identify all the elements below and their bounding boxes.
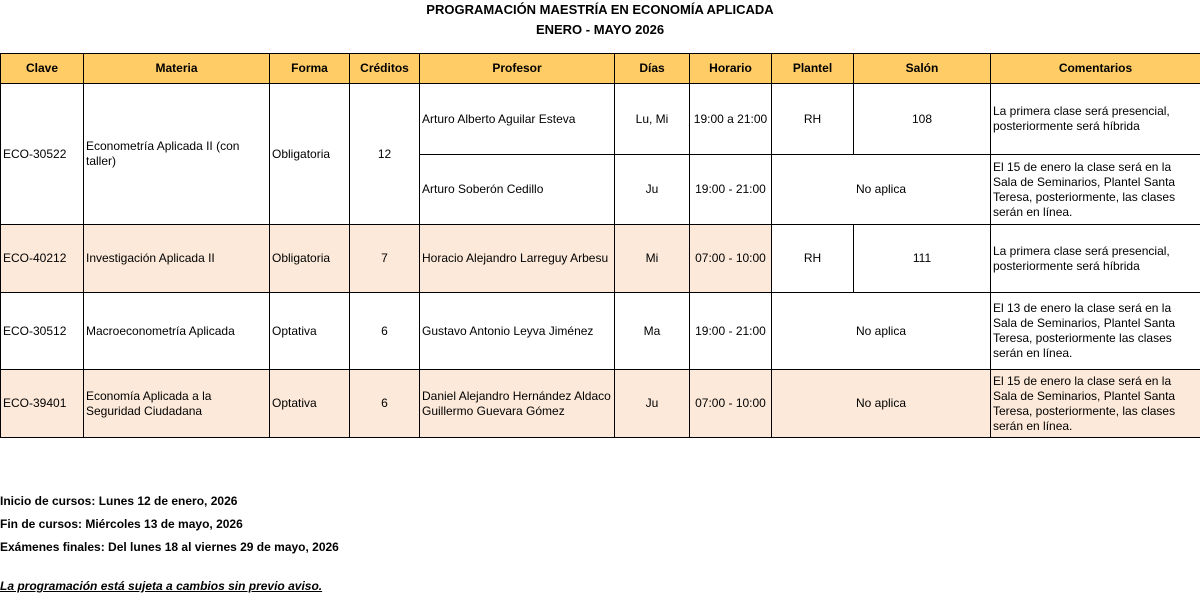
cell-profesor: Gustavo Antonio Leyva Jiménez bbox=[420, 293, 615, 370]
header-row bbox=[1, 54, 1200, 84]
cell-horario: 19:00 - 21:00 bbox=[690, 293, 772, 370]
cell-materia: Investigación Aplicada II bbox=[84, 225, 270, 293]
cell-horario: 07:00 - 10:00 bbox=[690, 370, 772, 438]
cell-horario: 19:00 - 21:00 bbox=[690, 155, 772, 225]
col-header-plantel: Plantel bbox=[772, 54, 854, 84]
cell-creditos: 7 bbox=[350, 225, 420, 293]
cell-comentarios: El 15 de enero la clase será en la Sala de Seminarios, Plantel Santa Teresa, posteriormente, las clases serán en línea. bbox=[991, 370, 1200, 438]
cell-clave: ECO-30522 bbox=[1, 84, 84, 225]
cell-plantel: RH bbox=[772, 225, 854, 293]
profesor-line: Guillermo Guevara Gómez bbox=[422, 403, 565, 418]
cell-forma: Obligatoria bbox=[270, 225, 350, 293]
col-header-materia: Materia bbox=[84, 54, 270, 84]
page-title: PROGRAMACIÓN MAESTRÍA EN ECONOMÍA APLICADA bbox=[426, 2, 774, 17]
disclaimer-note: La programación está sujeta a cambios sin previo aviso. bbox=[0, 579, 323, 593]
cell-dias: Ma bbox=[615, 293, 690, 370]
col-header-comentarios: Comentarios bbox=[991, 54, 1200, 84]
cell-creditos: 6 bbox=[350, 370, 420, 438]
cell-dias: Mi bbox=[615, 225, 690, 293]
cell-clave: ECO-39401 bbox=[1, 370, 84, 438]
profesor-line: Daniel Alejandro Hernández Aldaco bbox=[422, 388, 611, 403]
cell-creditos: 6 bbox=[350, 293, 420, 370]
cell-materia: Macroeconometría Aplicada bbox=[84, 293, 270, 370]
col-header-salon: Salón bbox=[854, 54, 991, 84]
cell-forma: Optativa bbox=[270, 293, 350, 370]
table-row bbox=[1, 370, 1200, 438]
cell-salon: 108 bbox=[854, 84, 991, 155]
cell-comentarios: El 13 de enero la clase será en la Sala de Seminarios, Plantel Santa Teresa, posteriormente las clases serán en línea. bbox=[991, 293, 1200, 370]
cell-forma: Optativa bbox=[270, 370, 350, 438]
cell-ubicacion: No aplica bbox=[772, 155, 991, 225]
course-start-note: Inicio de cursos: Lunes 12 de enero, 2026 bbox=[0, 494, 238, 508]
cell-comentarios: La primera clase será presencial, posteriormente será híbrida bbox=[991, 84, 1200, 155]
col-header-horario: Horario bbox=[690, 54, 772, 84]
cell-forma: Obligatoria bbox=[270, 84, 350, 225]
cell-salon: 111 bbox=[854, 225, 991, 293]
cell-comentarios: El 15 de enero la clase será en la Sala de Seminarios, Plantel Santa Teresa, posteriormente, las clases serán en línea. bbox=[991, 155, 1200, 225]
cell-horario: 07:00 - 10:00 bbox=[690, 225, 772, 293]
cell-profesor: Horacio Alejandro Larreguy Arbesu bbox=[420, 225, 615, 293]
col-header-forma: Forma bbox=[270, 54, 350, 84]
cell-materia: Econometría Aplicada II (con taller) bbox=[84, 84, 270, 225]
cell-profesor: Arturo Soberón Cedillo bbox=[420, 155, 615, 225]
col-header-dias: Días bbox=[615, 54, 690, 84]
col-header-creditos: Créditos bbox=[350, 54, 420, 84]
course-end-note: Fin de cursos: Miércoles 13 de mayo, 2026 bbox=[0, 517, 243, 531]
col-header-profesor: Profesor bbox=[420, 54, 615, 84]
cell-materia: Economía Aplicada a la Seguridad Ciudadana bbox=[84, 370, 270, 438]
cell-ubicacion: No aplica bbox=[772, 370, 991, 438]
table-row bbox=[1, 225, 1200, 293]
cell-profesor: Arturo Alberto Aguilar Esteva bbox=[420, 84, 615, 155]
schedule-table bbox=[0, 53, 1200, 438]
cell-dias: Ju bbox=[615, 155, 690, 225]
cell-horario: 19:00 a 21:00 bbox=[690, 84, 772, 155]
final-exams-note: Exámenes finales: Del lunes 18 al viernes 29 de mayo, 2026 bbox=[0, 540, 339, 554]
table-row bbox=[1, 84, 1200, 155]
cell-dias: Ju bbox=[615, 370, 690, 438]
cell-clave: ECO-30512 bbox=[1, 293, 84, 370]
cell-profesor bbox=[420, 370, 615, 438]
cell-clave: ECO-40212 bbox=[1, 225, 84, 293]
cell-ubicacion: No aplica bbox=[772, 293, 991, 370]
table-row bbox=[1, 293, 1200, 370]
col-header-clave: Clave bbox=[1, 54, 84, 84]
cell-dias: Lu, Mi bbox=[615, 84, 690, 155]
cell-plantel: RH bbox=[772, 84, 854, 155]
page-subtitle: ENERO - MAYO 2026 bbox=[535, 22, 665, 37]
cell-comentarios: La primera clase será presencial, posteriormente será híbrida bbox=[991, 225, 1200, 293]
cell-creditos: 12 bbox=[350, 84, 420, 225]
